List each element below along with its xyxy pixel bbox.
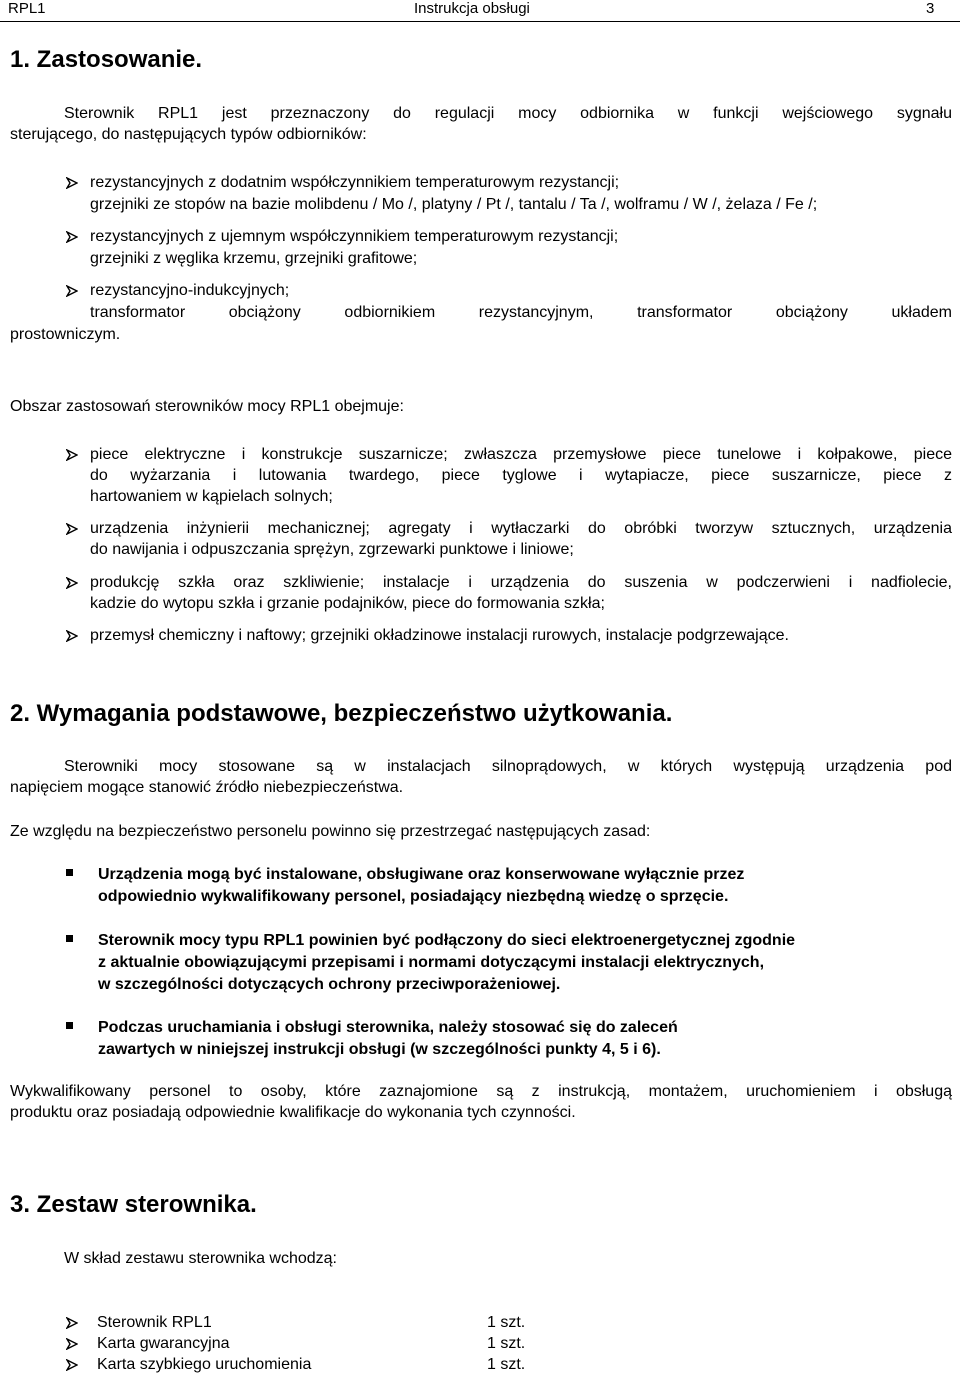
arrowhead-bullet-icon: [66, 285, 78, 297]
scope-3-line-2: kadzie do wytopu szkła i grzanie podajników, piece do formowania szkła;: [90, 595, 605, 612]
rule-2-line-3: w szczególności dotyczących ochrony przeciwporażeniowej.: [98, 976, 561, 993]
arrowhead-bullet-icon: [66, 177, 78, 189]
section-2-closing-line-2: produktu oraz posiadają odpowiednie kwalifikacje do wykonania tych czynności.: [10, 1104, 576, 1121]
rule-3-line-1: Podczas uruchamiania i obsługi sterownika, należy stosować się do zaleceń: [98, 1019, 678, 1036]
section-1-intro-line-1: Sterownik RPL1 jest przeznaczony do regulacji mocy odbiornika w funkcji wejściowego sygnału: [64, 105, 952, 122]
rule-1-line-2: odpowiednio wykwalifikowany personel, posiadający niezbędną wiedzę o sprzęcie.: [98, 888, 729, 905]
arrowhead-bullet-icon: [66, 1317, 78, 1329]
section-2-closing-line-1: Wykwalifikowany personel to osoby, które zaznajomione są z instrukcją, montażem, uruchomieniem i obsługą: [10, 1083, 952, 1100]
scope-2-line-2: do nawijania i odpuszczania sprężyn, zgrzewarki punktowe i liniowe;: [90, 541, 574, 558]
rule-3-line-2: zawartych w niniejszej instrukcji obsługi (w szczególności punkty 4, 5 i 6).: [98, 1041, 661, 1058]
kit-intro: W skład zestawu sterownika wchodzą:: [64, 1250, 337, 1267]
arrowhead-bullet-icon: [66, 231, 78, 243]
scope-intro: Obszar zastosowań sterowników mocy RPL1 obejmuje:: [10, 398, 404, 415]
rules-intro: Ze względu na bezpieczeństwo personelu powinno się przestrzegać następujących zasad:: [10, 823, 651, 840]
arrowhead-bullet-icon: [66, 523, 78, 535]
type-3-desc-continued: prostowniczym.: [10, 326, 121, 343]
header-page-number: 3: [926, 0, 935, 17]
square-bullet-icon: [66, 1022, 73, 1029]
header-divider: [0, 21, 960, 22]
arrowhead-bullet-icon: [66, 1359, 78, 1371]
type-2-title: rezystancyjnych z ujemnym współczynnikiem temperaturowym rezystancji;: [90, 228, 619, 245]
kit-item-name: Sterownik RPL1: [97, 1314, 212, 1331]
section-3-heading: 3. Zestaw sterownika.: [10, 1191, 257, 1218]
square-bullet-icon: [66, 935, 73, 942]
arrowhead-bullet-icon: [66, 577, 78, 589]
header-title: Instrukcja obsługi: [414, 0, 530, 17]
kit-item-qty: 1 szt.: [487, 1356, 526, 1373]
scope-1-line-2: do wyżarzania i lutowania twardego, piece tyglowe i wytapiacze, piece suszarnicze, piece z: [90, 467, 952, 484]
scope-1-line-3: hartowaniem w kąpielach solnych;: [90, 488, 333, 505]
arrowhead-bullet-icon: [66, 1338, 78, 1350]
section-2-para-line-1: Sterowniki mocy stosowane są w instalacjach silnoprądowych, w których występują urządzenia pod: [64, 758, 952, 775]
scope-1-line-1: piece elektryczne i konstrukcje suszarnicze; zwłaszcza przemysłowe piece tunelowe i kołpakowe, piece: [90, 446, 952, 463]
arrowhead-bullet-icon: [66, 630, 78, 642]
section-2-para-line-2: napięciem mogące stanowić źródło niebezpieczeństwa.: [10, 779, 404, 796]
type-2-desc: grzejniki z węglika krzemu, grzejniki grafitowe;: [90, 250, 418, 267]
rule-2-line-2: z aktualnie obowiązującymi przepisami i normami dotyczącymi instalacji elektrycznych,: [98, 954, 765, 971]
rule-2-line-1: Sterownik mocy typu RPL1 powinien być podłączony do sieci elektroenergetycznej zgodnie: [98, 932, 796, 949]
scope-4-line-1: przemysł chemiczny i naftowy; grzejniki okładzinowe instalacji rurowych, instalacje podgrzewające.: [90, 627, 789, 644]
kit-item-name: Karta szybkiego uruchomienia: [97, 1356, 312, 1373]
section-1-heading: 1. Zastosowanie.: [10, 46, 203, 73]
kit-item-name: Karta gwarancyjna: [97, 1335, 230, 1352]
scope-2-line-1: urządzenia inżynierii mechanicznej; agregaty i wytłaczarki do obróbki tworzyw sztucznych, urządzenia: [90, 520, 952, 537]
type-1-title: rezystancyjnych z dodatnim współczynnikiem temperaturowym rezystancji;: [90, 174, 620, 191]
square-bullet-icon: [66, 869, 73, 876]
scope-3-line-1: produkcję szkła oraz szkliwienie; instalacje i urządzenia do suszenia w podczerwieni i nadfiolecie,: [90, 574, 952, 591]
type-3-desc: transformator obciążony odbiornikiem rezystancyjnym, transformator obciążony układem: [90, 304, 952, 321]
kit-item-qty: 1 szt.: [487, 1335, 526, 1352]
section-2-heading: 2. Wymagania podstawowe, bezpieczeństwo użytkowania.: [10, 700, 673, 727]
type-3-title: rezystancyjno-indukcyjnych;: [90, 282, 290, 299]
kit-item-qty: 1 szt.: [487, 1314, 526, 1331]
section-1-intro-line-2: sterującego, do następujących typów odbiorników:: [10, 126, 367, 143]
rule-1-line-1: Urządzenia mogą być instalowane, obsługiwane oraz konserwowane wyłącznie przez: [98, 866, 745, 883]
arrowhead-bullet-icon: [66, 449, 78, 461]
type-1-desc: grzejniki ze stopów na bazie molibdenu / Mo /, platyny / Pt /, tantalu / Ta /, wolframu / W /, żelaza / Fe /;: [90, 196, 818, 213]
header-doc-code: RPL1: [8, 0, 46, 17]
